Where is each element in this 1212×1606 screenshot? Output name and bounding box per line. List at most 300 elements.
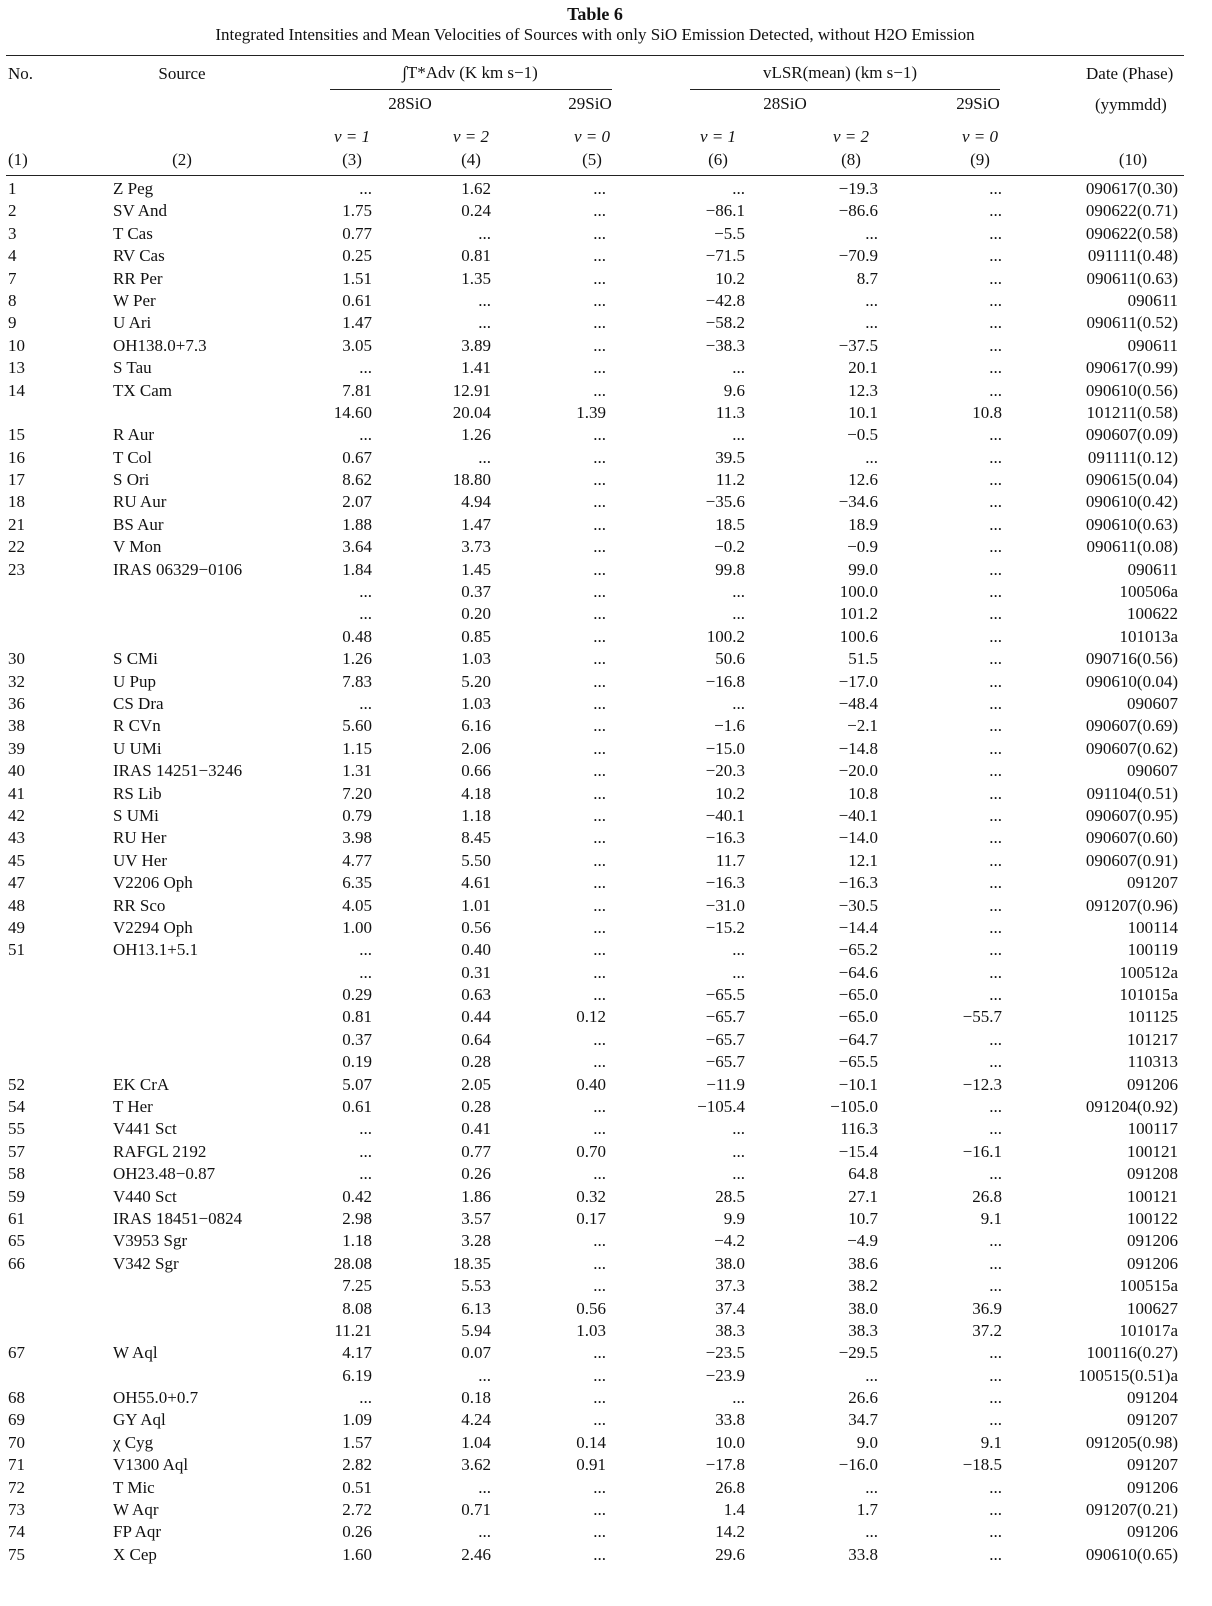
row-velocity-29sio: ...	[989, 671, 1002, 691]
row-date: 091204(0.92)	[1085, 1097, 1178, 1117]
row-intensity-29sio: ...	[593, 179, 606, 198]
row-intensity-v1: 11.21	[334, 1320, 372, 1340]
row-intensity-v2: ...	[478, 290, 491, 310]
row-intensity-v1: 1.75	[342, 201, 372, 221]
row-velocity-29sio: ...	[989, 492, 1002, 512]
row-intensity-29sio: ...	[593, 492, 606, 512]
row-velocity-v1: ...	[732, 425, 745, 445]
table-row	[0, 895, 1212, 917]
row-date: 091205(0.98)	[1085, 1432, 1178, 1452]
row-source: RR Sco	[113, 895, 166, 915]
row-intensity-29sio: 0.12	[576, 1007, 606, 1027]
row-date: 100506a	[1119, 582, 1178, 602]
row-intensity-v1: ...	[359, 940, 372, 960]
row-velocity-v2: ...	[865, 1365, 878, 1385]
table-row	[0, 559, 1212, 581]
row-date: 101015a	[1119, 985, 1178, 1005]
row-source: W Aql	[113, 1343, 158, 1363]
table-row	[0, 1432, 1212, 1454]
row-velocity-29sio: ...	[989, 201, 1002, 221]
row-intensity-v2: 0.56	[461, 917, 491, 937]
row-velocity-29sio: ...	[989, 649, 1002, 669]
row-number: 38	[8, 716, 25, 736]
row-date: 090607(0.91)	[1085, 850, 1178, 870]
row-number: 66	[8, 1253, 25, 1273]
row-velocity-v1: 37.3	[715, 1276, 745, 1296]
row-velocity-29sio: ...	[989, 1231, 1002, 1251]
row-source: V1300 Aql	[113, 1455, 189, 1475]
row-velocity-v1: −71.5	[705, 246, 745, 266]
row-intensity-29sio: ...	[593, 290, 606, 310]
row-date: 090607	[1127, 761, 1178, 781]
row-velocity-v1: ...	[732, 940, 745, 960]
row-number: 9	[8, 313, 17, 333]
row-intensity-v2: 0.40	[461, 940, 491, 960]
row-velocity-v1: ...	[732, 358, 745, 378]
table-row	[0, 1208, 1212, 1230]
row-intensity-v1: ...	[359, 962, 372, 982]
row-number: 67	[8, 1343, 25, 1363]
row-intensity-v2: 0.64	[461, 1029, 491, 1049]
row-intensity-29sio: ...	[593, 895, 606, 915]
row-velocity-v2: ...	[865, 223, 878, 243]
colnum-9: (9)	[970, 150, 990, 169]
row-number: 14	[8, 380, 25, 400]
row-intensity-v1: 0.37	[342, 1029, 372, 1049]
row-velocity-v2: 34.7	[848, 1410, 878, 1430]
row-intensity-29sio: ...	[593, 626, 606, 646]
row-velocity-29sio: ...	[989, 290, 1002, 310]
row-intensity-v1: 8.08	[342, 1298, 372, 1318]
table-row	[0, 469, 1212, 491]
row-date: 091207(0.96)	[1085, 895, 1178, 915]
row-intensity-v2: 0.28	[461, 1097, 491, 1117]
row-intensity-v1: 0.42	[342, 1186, 372, 1206]
row-intensity-v2: 6.16	[461, 716, 491, 736]
row-intensity-v1: ...	[359, 1141, 372, 1161]
row-velocity-v1: −0.2	[714, 537, 745, 557]
row-number: 45	[8, 850, 25, 870]
row-date: 090607(0.62)	[1085, 738, 1178, 758]
row-date: 100121	[1127, 1141, 1178, 1161]
row-velocity-v2: 10.1	[848, 402, 878, 422]
row-intensity-v1: ...	[359, 1388, 372, 1408]
row-number: 59	[8, 1186, 25, 1206]
row-source: R CVn	[113, 716, 161, 736]
table-caption: Integrated Intensities and Mean Velocities of Sources with only SiO Emission Detected, without H2O Emission	[215, 25, 975, 44]
row-velocity-v2: 38.0	[848, 1298, 878, 1318]
row-source: V3953 Sgr	[113, 1231, 188, 1251]
row-number: 1	[8, 179, 17, 198]
row-velocity-v2: 99.0	[848, 559, 878, 579]
row-intensity-v2: 4.18	[461, 783, 491, 803]
row-intensity-29sio: ...	[593, 313, 606, 333]
row-intensity-v2: 3.89	[461, 335, 491, 355]
table-row	[0, 603, 1212, 625]
row-intensity-29sio: ...	[593, 985, 606, 1005]
row-intensity-v2: ...	[478, 447, 491, 467]
row-velocity-v2: 26.6	[848, 1388, 878, 1408]
row-date: 091206	[1127, 1074, 1178, 1094]
row-number: 73	[8, 1500, 25, 1520]
row-number: 57	[8, 1141, 25, 1161]
row-number: 51	[8, 940, 25, 960]
table-row	[0, 1230, 1212, 1252]
row-velocity-v2: ...	[865, 447, 878, 467]
table-title: Table 6	[567, 4, 623, 24]
header-v1-intensity: v = 1	[333, 127, 371, 146]
row-intensity-v1: 4.05	[342, 895, 372, 915]
row-source: Z Peg	[113, 179, 154, 198]
row-velocity-v1: −23.5	[705, 1343, 745, 1363]
row-date: 100122	[1127, 1208, 1178, 1228]
row-number: 47	[8, 873, 25, 893]
row-intensity-v1: 1.60	[342, 1544, 372, 1564]
row-velocity-29sio: −55.7	[962, 1007, 1002, 1027]
row-number: 74	[8, 1522, 25, 1542]
row-source: U Pup	[113, 671, 156, 691]
table-row	[0, 671, 1212, 693]
row-date: 090610(0.42)	[1085, 492, 1178, 512]
row-velocity-29sio: ...	[989, 380, 1002, 400]
row-source: χ Cyg	[113, 1432, 154, 1452]
row-velocity-v2: −65.0	[838, 1007, 878, 1027]
row-source: V2206 Oph	[113, 873, 193, 893]
table-row	[0, 962, 1212, 984]
row-velocity-29sio: −12.3	[962, 1074, 1002, 1094]
row-number: 23	[8, 559, 25, 579]
row-velocity-v1: 26.8	[715, 1477, 745, 1497]
row-velocity-v2: −34.6	[838, 492, 878, 512]
table-row	[0, 447, 1212, 469]
row-velocity-v2: −30.5	[838, 895, 878, 915]
row-velocity-v2: 38.2	[848, 1276, 878, 1296]
row-intensity-29sio: ...	[593, 380, 606, 400]
row-velocity-29sio: 9.1	[980, 1208, 1002, 1228]
row-date: 090611(0.63)	[1086, 268, 1178, 288]
row-velocity-v1: 50.6	[715, 649, 745, 669]
row-intensity-v1: ...	[359, 179, 372, 198]
row-velocity-v2: −64.6	[838, 962, 878, 982]
row-velocity-v2: −37.5	[838, 335, 878, 355]
row-intensity-29sio: ...	[593, 1544, 606, 1564]
colnum-10: (10)	[1118, 150, 1148, 169]
row-source: W Aqr	[113, 1500, 159, 1520]
row-source: SV And	[113, 201, 168, 221]
row-velocity-v1: −105.4	[697, 1097, 745, 1117]
table-row	[0, 1409, 1212, 1431]
row-velocity-v1: ...	[732, 1164, 745, 1184]
row-intensity-29sio: ...	[593, 1231, 606, 1251]
table-row	[0, 1544, 1212, 1566]
table-row	[0, 1521, 1212, 1543]
row-source: V441 Sct	[113, 1119, 177, 1139]
row-velocity-29sio: ...	[989, 873, 1002, 893]
table-row	[0, 939, 1212, 961]
row-velocity-v1: 11.3	[715, 402, 745, 422]
row-velocity-v1: 33.8	[715, 1410, 745, 1430]
row-number: 22	[8, 537, 25, 557]
table-row	[0, 424, 1212, 446]
row-velocity-29sio: −18.5	[962, 1455, 1002, 1475]
row-velocity-v2: 12.6	[848, 470, 878, 490]
row-velocity-v1: −17.8	[705, 1455, 745, 1475]
row-intensity-29sio: ...	[593, 1410, 606, 1430]
header-29sio-intensity: 29SiO	[568, 94, 612, 113]
row-number: 41	[8, 783, 25, 803]
row-velocity-v2: 101.2	[839, 604, 878, 624]
row-number: 49	[8, 917, 25, 937]
row-intensity-29sio: ...	[593, 246, 606, 266]
row-intensity-v2: 3.28	[461, 1231, 491, 1251]
row-velocity-29sio: ...	[989, 783, 1002, 803]
row-velocity-v2: 9.0	[856, 1432, 878, 1452]
row-velocity-v1: −23.9	[705, 1365, 745, 1385]
row-date: 101217	[1127, 1029, 1178, 1049]
row-date: 100515a	[1119, 1276, 1178, 1296]
row-intensity-29sio: ...	[593, 1388, 606, 1408]
row-velocity-v1: 28.5	[715, 1186, 745, 1206]
row-intensity-v1: 0.79	[342, 805, 372, 825]
row-intensity-29sio: ...	[593, 335, 606, 355]
row-velocity-v1: −42.8	[705, 290, 745, 310]
row-velocity-29sio: ...	[989, 470, 1002, 490]
header-bottom-rule	[6, 175, 1184, 176]
row-intensity-29sio: 0.56	[576, 1298, 606, 1318]
table-row	[0, 357, 1212, 379]
row-intensity-v1: 7.20	[342, 783, 372, 803]
table-row	[0, 223, 1212, 245]
row-intensity-v2: 1.03	[461, 649, 491, 669]
row-intensity-v1: 1.18	[342, 1231, 372, 1251]
row-velocity-29sio: ...	[989, 1343, 1002, 1363]
row-intensity-v1: 2.07	[342, 492, 372, 512]
row-number: 69	[8, 1410, 25, 1430]
table-row	[0, 245, 1212, 267]
row-velocity-v2: −65.0	[838, 985, 878, 1005]
row-intensity-29sio: ...	[593, 1052, 606, 1072]
row-intensity-v2: 0.71	[461, 1500, 491, 1520]
table-row	[0, 178, 1212, 200]
row-velocity-v1: 11.7	[715, 850, 745, 870]
row-source: T Cas	[113, 223, 153, 243]
row-intensity-v1: 4.17	[342, 1343, 372, 1363]
table-row	[0, 827, 1212, 849]
row-intensity-v2: 5.94	[461, 1320, 491, 1340]
row-date: 090610(0.63)	[1085, 514, 1178, 534]
row-velocity-v2: 64.8	[848, 1164, 878, 1184]
row-source: T Her	[113, 1097, 153, 1117]
row-source: EK CrA	[113, 1074, 170, 1094]
row-velocity-29sio: ...	[989, 850, 1002, 870]
row-source: OH55.0+0.7	[113, 1388, 199, 1408]
row-intensity-v2: 12.91	[452, 380, 491, 400]
row-intensity-29sio: ...	[593, 1164, 606, 1184]
row-velocity-29sio: ...	[989, 962, 1002, 982]
row-intensity-v1: 1.26	[342, 649, 372, 669]
row-intensity-v2: 1.86	[461, 1186, 491, 1206]
row-velocity-v1: 29.6	[715, 1544, 745, 1564]
row-velocity-v2: −20.0	[838, 761, 878, 781]
row-intensity-v2: 18.80	[452, 470, 491, 490]
row-intensity-v1: ...	[359, 1164, 372, 1184]
row-number: 61	[8, 1208, 25, 1228]
row-intensity-29sio: ...	[593, 962, 606, 982]
row-source: S CMi	[113, 649, 158, 669]
row-velocity-v1: −86.1	[705, 201, 745, 221]
row-intensity-29sio: ...	[593, 1477, 606, 1497]
table-row	[0, 1387, 1212, 1409]
row-source: V Mon	[113, 537, 162, 557]
row-source: RR Per	[113, 268, 163, 288]
row-date: 091206	[1127, 1477, 1178, 1497]
row-intensity-v1: 1.84	[342, 559, 372, 579]
row-velocity-29sio: ...	[989, 626, 1002, 646]
row-date: 090607(0.69)	[1085, 716, 1178, 736]
colnum-4: (4)	[461, 150, 481, 169]
row-velocity-v1: −5.5	[714, 223, 745, 243]
row-number: 10	[8, 335, 25, 355]
row-intensity-v2: 6.13	[461, 1298, 491, 1318]
row-velocity-v1: ...	[732, 604, 745, 624]
row-source: OH13.1+5.1	[113, 940, 199, 960]
row-intensity-v2: 2.06	[461, 738, 491, 758]
table-row	[0, 200, 1212, 222]
table-row	[0, 1163, 1212, 1185]
row-number: 3	[8, 223, 17, 243]
row-intensity-29sio: ...	[593, 671, 606, 691]
row-number: 75	[8, 1544, 25, 1564]
row-date: 091104(0.51)	[1086, 783, 1178, 803]
row-intensity-v2: 0.31	[461, 962, 491, 982]
row-intensity-v2: 0.07	[461, 1343, 491, 1363]
row-velocity-v2: −14.0	[838, 828, 878, 848]
row-intensity-v1: 0.51	[342, 1477, 372, 1497]
row-source: IRAS 06329−0106	[113, 559, 243, 579]
row-intensity-v1: ...	[359, 425, 372, 445]
row-velocity-v2: −65.5	[838, 1052, 878, 1072]
row-velocity-v2: −48.4	[838, 693, 878, 713]
table-row	[0, 1365, 1212, 1387]
colnum-6: (6)	[708, 150, 728, 169]
row-velocity-v1: −1.6	[714, 716, 745, 736]
row-intensity-v2: 0.37	[461, 582, 491, 602]
row-velocity-v2: 12.1	[848, 850, 878, 870]
row-velocity-v1: 10.0	[715, 1432, 745, 1452]
table-row	[0, 1051, 1212, 1073]
row-source: V2294 Oph	[113, 917, 193, 937]
row-velocity-v2: −16.3	[838, 873, 878, 893]
row-intensity-v1: 0.61	[342, 290, 372, 310]
row-source: FP Aqr	[113, 1522, 162, 1542]
row-velocity-v2: −19.3	[838, 179, 878, 198]
row-number: 58	[8, 1164, 25, 1184]
row-velocity-v1: −58.2	[705, 313, 745, 333]
row-velocity-v2: 51.5	[848, 649, 878, 669]
row-intensity-v2: 18.35	[452, 1253, 491, 1273]
row-intensity-29sio: 0.91	[576, 1455, 606, 1475]
row-date: 100515(0.51)a	[1078, 1365, 1178, 1385]
row-intensity-v1: 8.62	[342, 470, 372, 490]
row-velocity-29sio: ...	[989, 604, 1002, 624]
row-velocity-v1: 38.3	[715, 1320, 745, 1340]
row-velocity-29sio: ...	[989, 1365, 1002, 1385]
table-row	[0, 1074, 1212, 1096]
header-v2-intensity: v = 2	[452, 127, 490, 146]
row-date: 090611	[1127, 559, 1178, 579]
row-intensity-v2: 5.53	[461, 1276, 491, 1296]
row-velocity-v1: −20.3	[705, 761, 745, 781]
row-velocity-29sio: ...	[989, 179, 1002, 198]
row-velocity-v1: 11.2	[715, 470, 745, 490]
row-velocity-v1: −65.7	[705, 1007, 745, 1027]
row-intensity-v2: 1.01	[461, 895, 491, 915]
row-velocity-v2: ...	[865, 1522, 878, 1542]
table-row	[0, 1477, 1212, 1499]
row-velocity-v2: −4.9	[847, 1231, 878, 1251]
row-velocity-v2: 1.7	[856, 1500, 878, 1520]
row-date: 101211(0.58)	[1086, 402, 1178, 422]
table-row	[0, 693, 1212, 715]
row-velocity-29sio: ...	[989, 1097, 1002, 1117]
header-v1-velocity: v = 1	[699, 127, 737, 146]
row-number: 39	[8, 738, 25, 758]
row-velocity-v1: 39.5	[715, 447, 745, 467]
row-intensity-v2: 5.20	[461, 671, 491, 691]
table-row	[0, 268, 1212, 290]
row-intensity-v1: 7.25	[342, 1276, 372, 1296]
row-velocity-v2: ...	[865, 1477, 878, 1497]
row-intensity-29sio: ...	[593, 514, 606, 534]
row-velocity-v2: ...	[865, 290, 878, 310]
row-source: RS Lib	[113, 783, 162, 803]
velocity-rule	[690, 89, 1000, 90]
row-velocity-v2: 8.7	[856, 268, 878, 288]
row-intensity-v2: 1.26	[461, 425, 491, 445]
table-row	[0, 760, 1212, 782]
row-date: 091204	[1127, 1388, 1178, 1408]
table-row	[0, 1096, 1212, 1118]
row-velocity-v1: −65.7	[705, 1029, 745, 1049]
row-date: 090622(0.71)	[1085, 201, 1178, 221]
row-intensity-v1: ...	[359, 693, 372, 713]
header-29sio-velocity: 29SiO	[956, 94, 1000, 113]
row-date: 090615(0.04)	[1085, 470, 1178, 490]
table-row	[0, 1029, 1212, 1051]
table-row	[0, 783, 1212, 805]
row-intensity-v2: ...	[478, 1477, 491, 1497]
row-intensity-v1: 0.61	[342, 1097, 372, 1117]
row-intensity-29sio: ...	[593, 470, 606, 490]
table-row	[0, 1320, 1212, 1342]
row-intensity-29sio: 0.70	[576, 1141, 606, 1161]
row-intensity-v2: ...	[478, 223, 491, 243]
row-velocity-v2: 33.8	[848, 1544, 878, 1564]
row-velocity-29sio: ...	[989, 805, 1002, 825]
header-28sio-velocity: 28SiO	[763, 94, 807, 113]
row-intensity-v2: 0.63	[461, 985, 491, 1005]
row-velocity-v2: −15.4	[838, 1141, 878, 1161]
row-intensity-v1: ...	[359, 358, 372, 378]
row-velocity-29sio: 26.8	[972, 1186, 1002, 1206]
row-velocity-v2: −65.2	[838, 940, 878, 960]
row-date: 101125	[1127, 1007, 1178, 1027]
row-source: S UMi	[113, 805, 159, 825]
row-intensity-v1: ...	[359, 1119, 372, 1139]
row-intensity-v2: 0.77	[461, 1141, 491, 1161]
table-row	[0, 984, 1212, 1006]
row-number: 52	[8, 1074, 25, 1094]
